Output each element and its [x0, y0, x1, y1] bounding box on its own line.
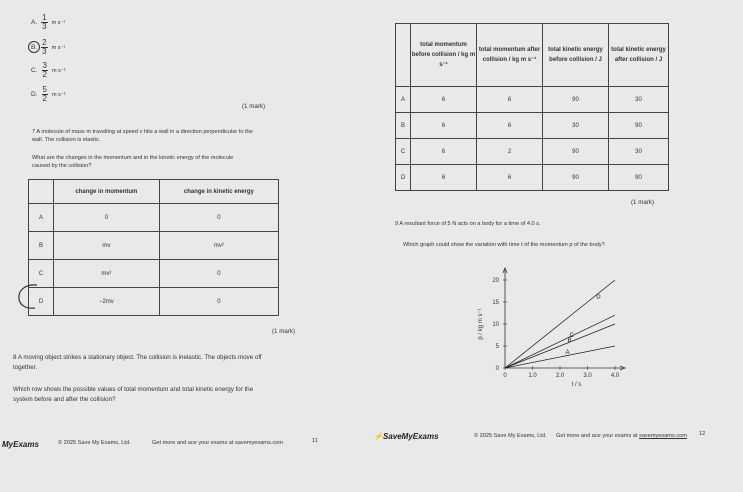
q6-option-unit: m s⁻¹: [51, 91, 66, 98]
fraction-numerator: 2: [42, 38, 47, 47]
q8-row-label: A: [396, 87, 411, 113]
q6-option-unit: m s⁻¹: [51, 67, 66, 74]
q7-text-line4: caused by the collision?: [32, 163, 92, 169]
q7-table-corner: [29, 180, 54, 204]
q8-cell: 2: [477, 139, 543, 165]
table-row: [396, 113, 669, 139]
series-line-C: [505, 315, 615, 368]
q8-text-line2: together.: [13, 364, 38, 371]
q8-header-p-after: total momentum after collision / kg m s⁻¹: [477, 24, 543, 87]
q7-row-label: B: [29, 232, 54, 260]
q8-cell: 6: [411, 87, 477, 113]
q7-cell: mv: [54, 232, 160, 260]
q8-cell: 30: [609, 139, 669, 165]
q7-row-label: D: [29, 288, 54, 316]
brand-logo-left: MyExams: [2, 440, 39, 449]
y-tick-label: 15: [492, 300, 499, 306]
x-tick-label: 2.0: [555, 373, 565, 379]
q6-option-letter: C.: [31, 67, 38, 74]
table-row: [29, 204, 279, 232]
q9-momentum-graph: [470, 258, 640, 388]
series-label: A: [565, 349, 570, 356]
q7-cell: −2mv: [54, 288, 160, 316]
y-tick-label: 5: [495, 344, 499, 350]
series-line-D: [505, 280, 615, 368]
x-axis-label: t / s: [571, 382, 582, 388]
x-tick-label: 0: [503, 373, 507, 379]
table-row: [29, 288, 279, 316]
q6-option-unit: m s⁻¹: [51, 44, 66, 51]
q7-row-label: C: [29, 260, 54, 288]
answer-circle-mark: [15, 282, 45, 312]
q7-cell: mv²: [159, 232, 278, 260]
q6-option-unit: m s⁻¹: [51, 19, 66, 26]
fraction-denominator: 2: [42, 70, 47, 79]
q7-text-line3: What are the changes in the momentum and in the kinetic energy of the molecule: [32, 155, 234, 161]
q8-cell: 6: [411, 113, 477, 139]
series-label: D: [596, 294, 601, 301]
page-number-left: 11: [312, 438, 318, 444]
q8-cell: 90: [609, 113, 669, 139]
q8-row-label: C: [396, 139, 411, 165]
q8-header-ke-after: total kinetic energy after collision / J: [609, 24, 669, 87]
fraction-denominator: 3: [42, 47, 47, 56]
q8-row-label: D: [396, 165, 411, 191]
table-row: [396, 87, 669, 113]
q8-cell: 6: [477, 165, 543, 191]
q8-header-ke-before: total kinetic energy before collision / J: [543, 24, 609, 87]
q8-cell: 90: [543, 165, 609, 191]
series-label: B: [567, 337, 572, 344]
y-tick-label: 20: [492, 278, 499, 284]
q6-option: [31, 86, 66, 103]
q7-text-line2: wall. The collision is elastic.: [32, 137, 101, 143]
q8-cell: 30: [609, 87, 669, 113]
bolt-icon: ⚡: [373, 432, 383, 441]
q7-header-momentum: change in momentum: [54, 180, 160, 204]
y-tick-label: 0: [495, 366, 499, 372]
q6-option-letter: B.: [31, 44, 38, 51]
page-number-right: 12: [699, 431, 706, 437]
x-tick-label: 1.0: [528, 373, 537, 379]
q7-cell: mv²: [54, 260, 160, 288]
q7-cell: 0: [159, 288, 278, 316]
q7-header-ke: change in kinetic energy: [159, 180, 278, 204]
q8-row-label: B: [396, 113, 411, 139]
x-tick-label: 4.0: [610, 373, 620, 379]
fraction-denominator: 3: [42, 22, 47, 31]
q6-option-fraction: [41, 39, 47, 56]
q7-text-line1: 7 A molecule of mass m travelling at speed v hits a wall in a direction perpendicular to the: [32, 129, 253, 135]
q6-mark: (1 mark): [242, 103, 266, 110]
table-row: [29, 232, 279, 260]
q8-cell: 90: [543, 87, 609, 113]
table-row: [396, 139, 669, 165]
q8-cell: 30: [543, 113, 609, 139]
fraction-denominator: 2: [42, 94, 47, 103]
q8-cell: 6: [477, 87, 543, 113]
brand-logo-right: [373, 432, 439, 441]
q7-cell: 0: [159, 204, 278, 232]
table-row: [29, 260, 279, 288]
q6-option-fraction: [42, 86, 48, 103]
q8-mark: (1 mark): [631, 199, 655, 206]
fraction-numerator: 3: [42, 61, 47, 70]
table-row: [396, 165, 669, 191]
q8-cell: 90: [609, 165, 669, 191]
q7-cell: 0: [159, 260, 278, 288]
q7-mark: (1 mark): [272, 328, 296, 335]
series-label: C: [569, 332, 574, 339]
q6-option-letter: D.: [31, 91, 38, 98]
q7-table: [28, 179, 279, 316]
answer-circle-mark: [27, 40, 41, 54]
brand-name: SaveMyExams: [382, 432, 439, 441]
y-axis-label: p / kg m s⁻¹: [478, 308, 484, 340]
q6-option-letter: A.: [31, 19, 38, 26]
q8-table: [395, 23, 669, 191]
q8-text-line3: Which row shows the possible values of total momentum and total kinetic energy for the: [13, 386, 254, 393]
q8-cell: 6: [411, 165, 477, 191]
series-line-B: [505, 324, 615, 368]
q6-option: [31, 62, 66, 79]
q6-option-fraction: [41, 14, 47, 31]
q9-text-line1: 9 A resultant force of 5 N acts on a body for a time of 4.0 s.: [395, 221, 541, 227]
x-tick-label: 3.0: [583, 373, 592, 379]
q9-text-line2: Which graph could show the variation with time t of the momentum p of the body?: [403, 242, 605, 248]
q8-table-corner: [396, 24, 411, 87]
q8-cell: 90: [543, 139, 609, 165]
promo-right: Get more and ace your exams at savemyexams.com: [556, 433, 687, 439]
fraction-numerator: 5: [42, 85, 47, 94]
copyright-right: © 2025 Save My Exams, Ltd.: [474, 433, 547, 439]
q8-text-line1: 8 A moving object strikes a stationary object. The collision is inelastic. The objects move off: [13, 354, 262, 361]
promo-left: Get more and ace your exams at savemyexams.com: [152, 440, 283, 446]
q6-option-fraction: [42, 62, 48, 79]
q8-header-p-before: total momentum before collision / kg m s⁻¹: [411, 24, 477, 87]
promo-link[interactable]: savemyexams.com: [639, 433, 687, 439]
series-line-A: [505, 346, 615, 368]
q7-row-label: A: [29, 204, 54, 232]
q8-cell: 6: [411, 139, 477, 165]
q6-option: [31, 14, 65, 31]
q7-cell: 0: [54, 204, 160, 232]
y-tick-label: 10: [492, 322, 499, 328]
q8-text-line4: system before and after the collision?: [13, 396, 116, 403]
q8-cell: 6: [477, 113, 543, 139]
copyright-left: © 2025 Save My Exams, Ltd.: [58, 440, 131, 446]
fraction-numerator: 1: [42, 13, 47, 22]
